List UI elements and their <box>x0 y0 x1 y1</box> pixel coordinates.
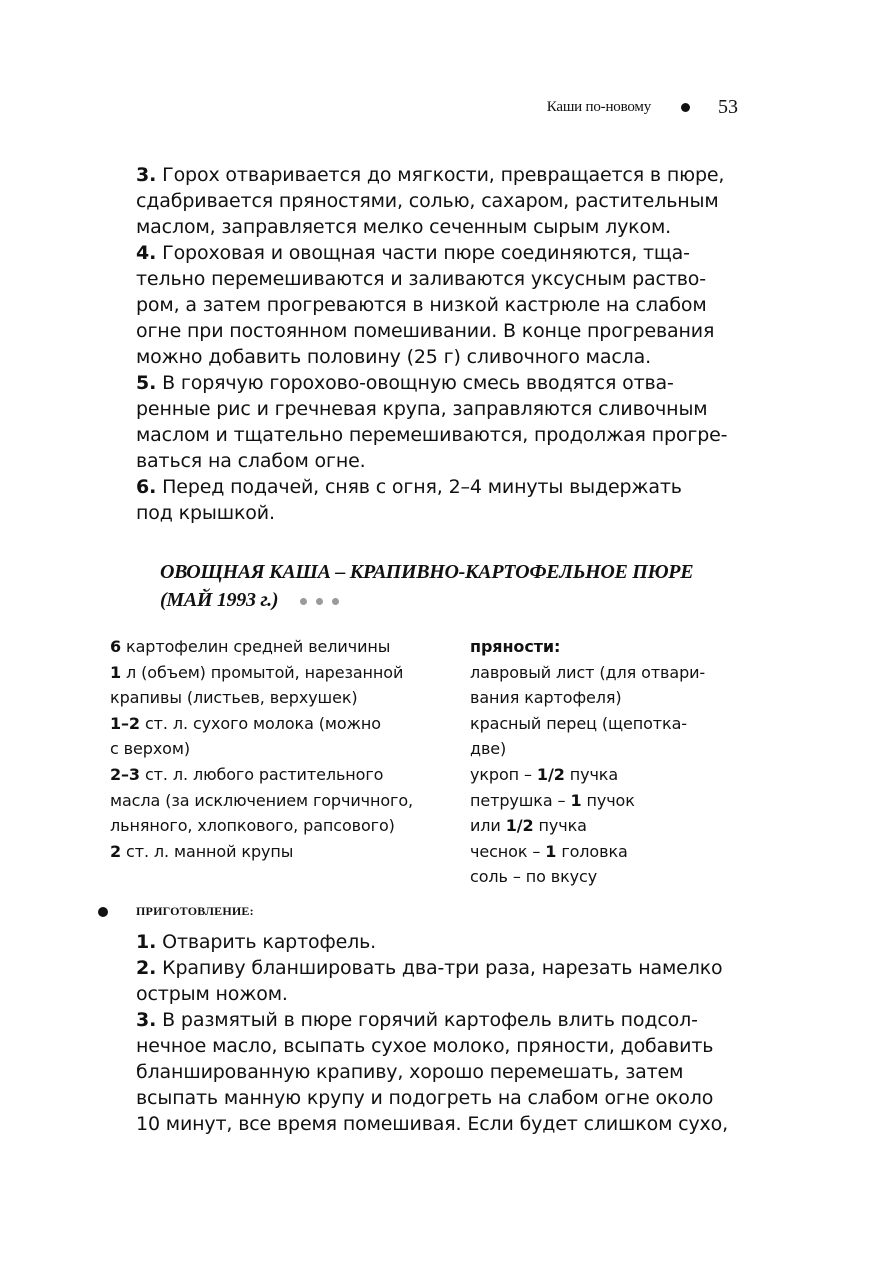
step-number: 3. <box>136 1009 157 1031</box>
step-text: Крапиву бланшировать два-три раза, нарезать намелко <box>162 957 723 979</box>
spice-item: чеснок – 1 головка <box>470 841 628 861</box>
ingredient-item: льняного, хлопкового, рапсового) <box>110 816 395 836</box>
step-text: ром, а затем прогреваются в низкой кастрюле на слабом <box>136 294 707 316</box>
spices-heading: пряности: <box>470 637 561 656</box>
preparation-steps <box>136 929 736 1137</box>
step-text: маслом, заправляется мелко сеченным сырым луком. <box>136 216 672 238</box>
step-text: ваться на слабом огне. <box>136 450 366 472</box>
step-text: ренные рис и гречневая крупа, заправляются сливочным <box>136 398 708 420</box>
recipe-title-line: (МАЙ 1993 г.) <box>160 589 279 611</box>
spices-list <box>470 634 740 890</box>
ingredient-item: крапивы (листьев, верхушек) <box>110 688 358 708</box>
section-title: Каши по-новому <box>546 99 651 115</box>
step-text: 10 минут, все время помешивая. Если будет слишком сухо, <box>136 1113 729 1135</box>
spice-item: красный перец (щепотка- <box>470 713 687 733</box>
step-number: 6. <box>136 476 157 498</box>
step-item <box>136 929 736 955</box>
step-number: 5. <box>136 372 157 394</box>
spice-item: лавровый лист (для отвари- <box>470 662 706 682</box>
step-text: под крышкой. <box>136 502 275 524</box>
step-number: 2. <box>136 957 157 979</box>
ingredient-item: 1 л (объем) промытой, нарезанной <box>110 662 404 682</box>
running-head <box>547 96 738 119</box>
step-text: нечное масло, всыпать сухое молоко, пряности, добавить <box>136 1035 714 1057</box>
step-item <box>136 162 736 240</box>
step-text: можно добавить половину (25 г) сливочного масла. <box>136 346 651 368</box>
step-text: Отварить картофель. <box>162 931 377 953</box>
ingredient-item: с верхом) <box>110 739 190 759</box>
step-text: Гороховая и овощная части пюре соединяются, тща- <box>162 242 690 264</box>
spice-item: вания картофеля) <box>470 688 622 708</box>
step-text: В горячую горохово-овощную смесь вводятся отва- <box>162 372 674 394</box>
spice-item: две) <box>470 739 507 759</box>
ornament-dots-icon <box>300 598 339 605</box>
step-text: всыпать манную крупу и подогреть на слабом огне около <box>136 1087 714 1109</box>
step-item <box>136 1007 736 1137</box>
step-text: острым ножом. <box>136 983 288 1005</box>
spice-item: петрушка – 1 пучок <box>470 790 635 810</box>
step-text: Перед подачей, сняв с огня, 2–4 минуты выдержать <box>162 476 682 498</box>
ingredient-item: масла (за исключением горчичного, <box>110 790 414 810</box>
ingredient-item: 2–3 ст. л. любого растительного <box>110 764 384 784</box>
step-item <box>136 370 736 474</box>
bullet-icon <box>681 103 690 112</box>
step-item <box>136 474 736 526</box>
spice-item: соль – по вкусу <box>470 867 598 887</box>
bullet-icon <box>98 907 108 917</box>
step-text: бланшированную крапиву, хорошо перемешать, затем <box>136 1061 684 1083</box>
recipe-title-line: ОВОЩНАЯ КАША – КРАПИВНО-КАРТОФЕЛЬНОЕ ПЮРЕ <box>160 561 694 583</box>
step-item <box>136 240 736 370</box>
preparation-label: ПРИГОТОВЛЕНИЕ: <box>136 904 254 918</box>
step-text: сдабривается пряностями, солью, сахаром, растительным <box>136 190 719 212</box>
step-text: Горох отваривается до мягкости, превращается в пюре, <box>162 164 725 186</box>
step-text: огне при постоянном помешивании. В конце прогревания <box>136 320 715 342</box>
preparation-heading <box>98 904 254 919</box>
step-text: маслом и тщательно перемешиваются, продолжая прогре- <box>136 424 728 446</box>
previous-recipe-steps <box>136 162 736 526</box>
recipe-title <box>160 558 693 614</box>
step-text: тельно перемешиваются и заливаются уксусным раство- <box>136 268 706 290</box>
ingredient-item: 1–2 ст. л. сухого молока (можно <box>110 713 381 733</box>
ingredients-list <box>110 634 450 864</box>
spice-item: или 1/2 пучка <box>470 816 587 836</box>
step-number: 1. <box>136 931 157 953</box>
page-number: 53 <box>718 96 738 118</box>
step-text: В размятый в пюре горячий картофель влить подсол- <box>162 1009 698 1031</box>
step-number: 4. <box>136 242 157 264</box>
ingredient-item: 6 картофелин средней величины <box>110 637 391 656</box>
spice-item: укроп – 1/2 пучка <box>470 764 619 784</box>
step-number: 3. <box>136 164 157 186</box>
step-item <box>136 955 736 1007</box>
ingredient-item: 2 ст. л. манной крупы <box>110 841 294 861</box>
